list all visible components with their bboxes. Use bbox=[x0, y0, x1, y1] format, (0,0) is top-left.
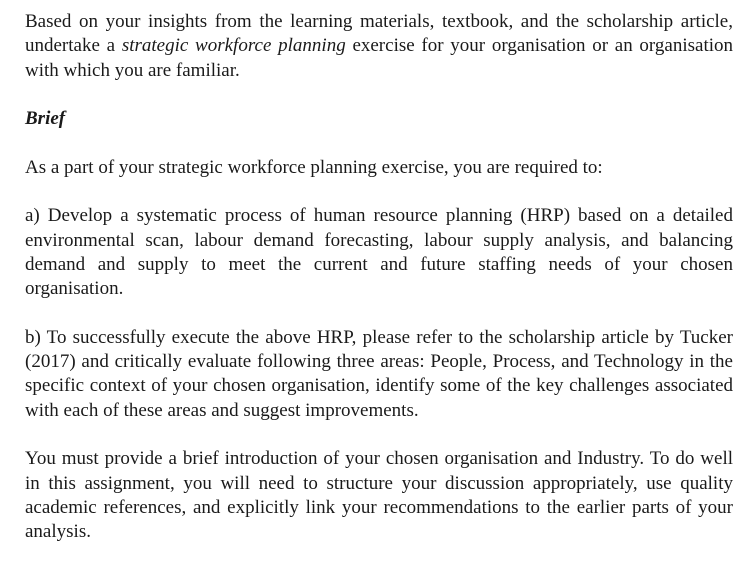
intro-paragraph bbox=[25, 10, 733, 83]
intro-emphasis: strategic workforce planning bbox=[121, 35, 346, 57]
intro-text-end: exercise for your organisation or an organisation with which you are familiar. bbox=[25, 35, 734, 81]
closing-paragraph: You must provide a brief introduction of your chosen organisation and Industry. To do well in this assignment, you will need to structure your discussion appropriately, use quality academic references, and explicitly link your recommendations to the earlier parts of your analysis. bbox=[25, 448, 733, 543]
lead-paragraph: As a part of your strategic workforce planning exercise, you are required to: bbox=[25, 156, 603, 178]
assignment-document bbox=[25, 10, 733, 569]
intro-text-start: Based on your insights from the learning materials, textbook, and the scholarship article, undertake a bbox=[25, 11, 733, 57]
section-heading: Brief bbox=[25, 108, 66, 130]
requirement-a: a) Develop a systematic process of human resource planning (HRP) based on a detailed environmental scan, labour demand forecasting, labour supply analysis, and balancing demand and supply to meet the current and future staffing needs of your chosen organisation. bbox=[25, 205, 733, 300]
requirement-b: b) To successfully execute the above HRP, please refer to the scholarship article by Tucker (2017) and critically evaluate following three areas: People, Process, and Technology in the specific context of your chosen organisation, identify some of the key challenges associated with each of these areas and suggest improvements. bbox=[25, 326, 733, 421]
